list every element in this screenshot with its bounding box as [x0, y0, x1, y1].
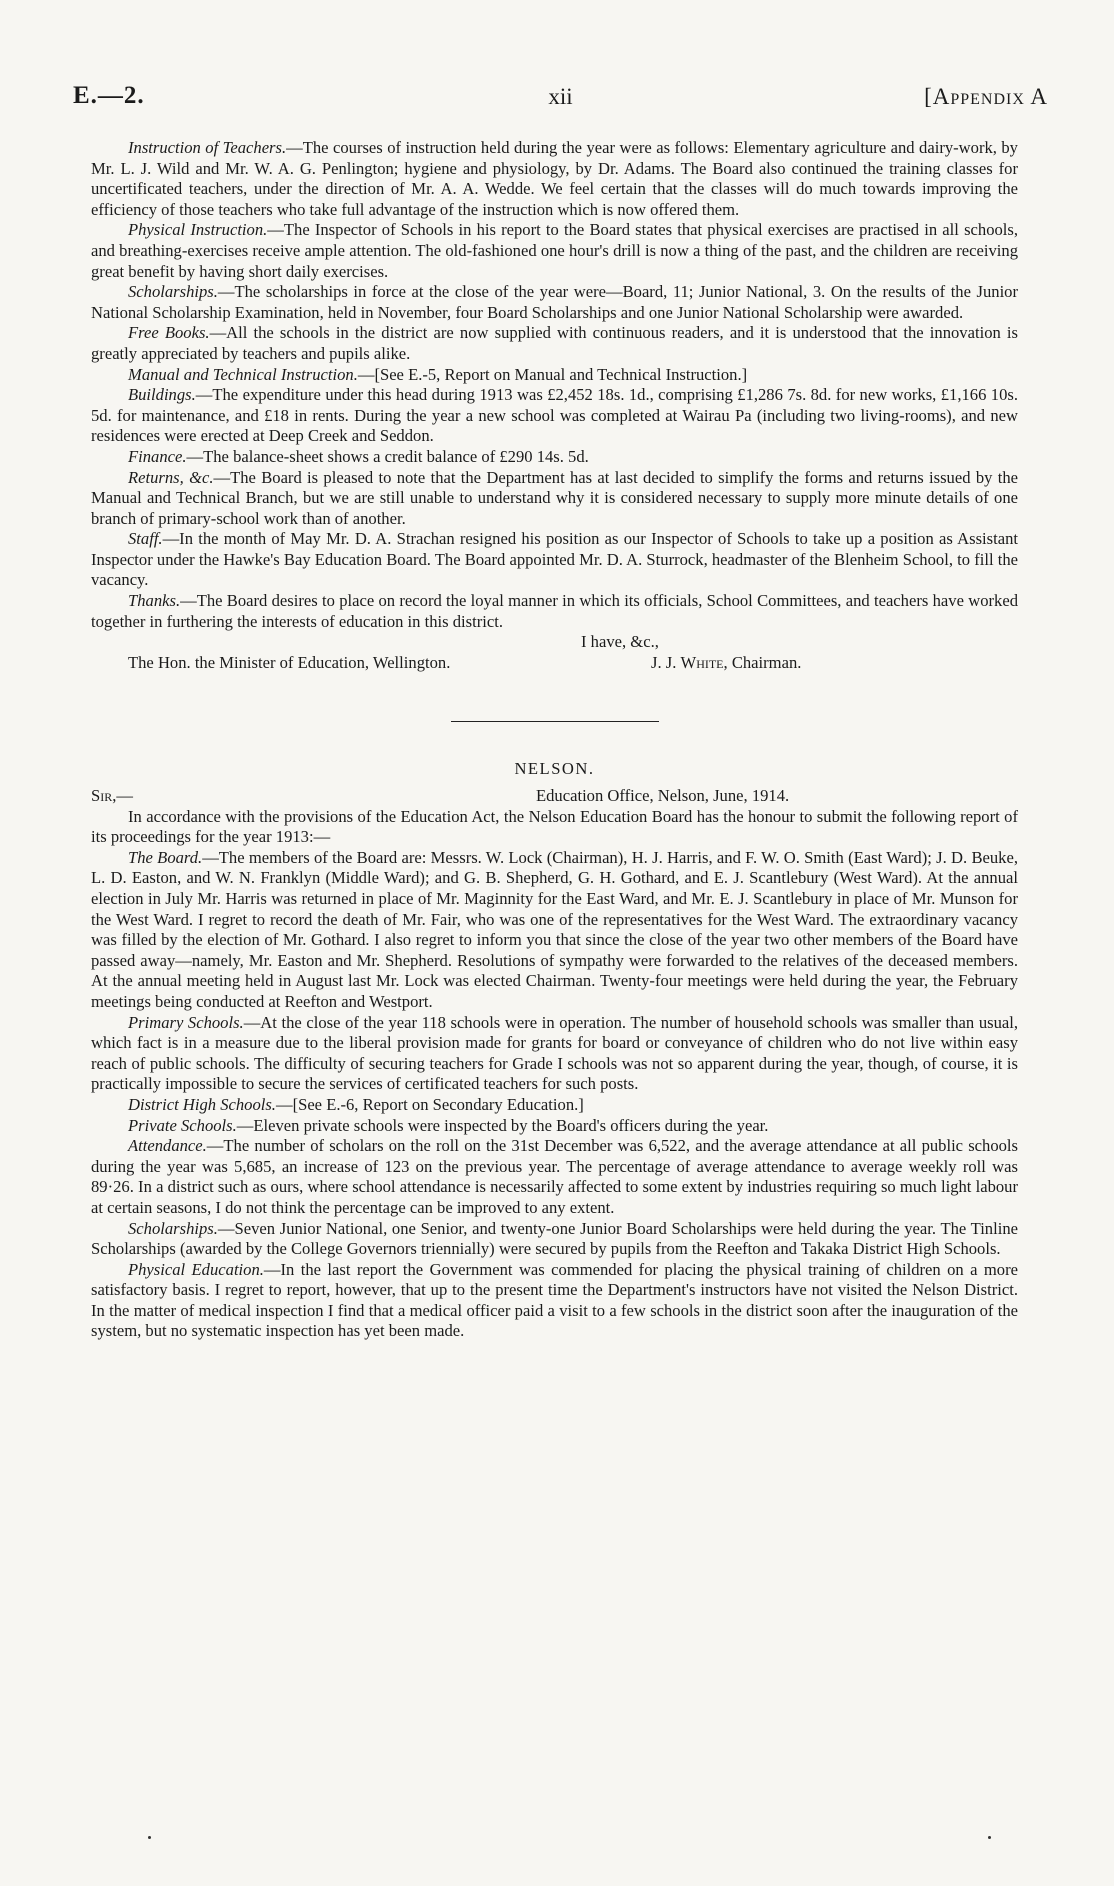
- paragraph-heading: Physical Education.: [128, 1259, 264, 1279]
- paragraph-text: —In the last report the Government was commended for placing the physical training of children on a more satisfactory basis. I regret to report, however, that up to the present time the Department's instructors have not visited the Nelson District. In the matter of medical inspection I find that a medical officer paid a visit to a few schools in the district soon after the inauguration of the system, but no systematic inspection has yet been made.: [91, 1259, 1018, 1341]
- paragraph: [91, 385, 1018, 447]
- paragraph-heading: The Board.: [128, 847, 203, 867]
- paragraph: [91, 1013, 1018, 1095]
- paragraph: [91, 1116, 1018, 1137]
- signature-name: White: [680, 652, 724, 672]
- paragraph-heading: Staff.: [128, 529, 163, 549]
- paragraph: [91, 220, 1018, 282]
- closing-row-1: [91, 632, 1018, 653]
- paragraph-text: —The Board desires to place on record the loyal manner in which its officials, School Committees, and teachers have worked together in furthering the interests of education in this district.: [91, 591, 1018, 631]
- paragraph-text: —Eleven private schools were inspected by the Board's officers during the year.: [236, 1115, 769, 1135]
- paragraph-heading: Returns, &c.: [128, 467, 214, 487]
- salutation: Sir,—: [91, 786, 133, 806]
- paragraph-heading: Scholarships.: [128, 1218, 218, 1238]
- paragraph-text: —All the schools in the district are now supplied with continuous readers, and it is understood that the innovation is greatly appreciated by teachers and pupils alike.: [91, 323, 1018, 363]
- page-header: [73, 82, 1048, 116]
- marlborough-report-section: [91, 138, 1018, 632]
- page-specks: [0, 1836, 1114, 1846]
- paragraph-heading: District High Schools.: [128, 1094, 276, 1114]
- paragraph-heading: Private Schools.: [128, 1115, 237, 1135]
- paragraph-heading: Physical Instruction.: [128, 220, 268, 240]
- paragraph-heading: Finance.: [128, 446, 187, 466]
- paragraph: [91, 1219, 1018, 1260]
- paragraph-text: —The number of scholars on the roll on the 31st December was 6,522, and the average attendance at all public schools during the year was 5,685, an increase of 123 on the previous year. The percentage of average attendance to average weekly roll was 89·26. In a district such as ours, where school attendance is necessarily affected to some extent by industries requiring so much light labour at certain seasons, I do not think the percentage can be improved to any extent.: [91, 1136, 1018, 1217]
- paragraph-text: —The balance-sheet shows a credit balance of £290 14s. 5d.: [186, 446, 589, 466]
- paragraph: [91, 323, 1018, 364]
- speck-mark: [148, 1836, 151, 1839]
- paragraph-text: —The scholarships in force at the close of the year were—Board, 11; Junior National, 3. On the results of the Junior National Scholarship Examination, held in November, four Board Scholarships and one Junior National Scholarship were awarded.: [91, 282, 1018, 322]
- paragraph-heading: Scholarships.: [128, 282, 218, 302]
- signature-initials: J. J.: [651, 652, 677, 672]
- paragraph-heading: Attendance.: [128, 1136, 207, 1156]
- paragraph: [91, 365, 1018, 386]
- paragraph: [91, 848, 1018, 1013]
- header-series-code: E.—2.: [73, 82, 145, 109]
- paragraph-text: —[See E.-5, Report on Manual and Technical Instruction.]: [357, 364, 748, 384]
- paragraph: [91, 1095, 1018, 1116]
- paragraph-text: —[See E.-6, Report on Secondary Education.]: [275, 1094, 584, 1114]
- paragraph: [91, 138, 1018, 220]
- closing-row-2: [91, 653, 1018, 674]
- speck-mark: [988, 1836, 991, 1839]
- nelson-intro-paragraph: In accordance with the provisions of the Education Act, the Nelson Education Board has the honour to submit the following report of its proceedings for the year 1913:—: [91, 806, 1018, 847]
- section-title-nelson: NELSON.: [514, 759, 595, 779]
- document-body: [91, 138, 1018, 1342]
- paragraph: [91, 1260, 1018, 1342]
- paragraph-heading: Buildings.: [128, 385, 196, 405]
- paragraph: [91, 529, 1018, 591]
- paragraph: [91, 282, 1018, 323]
- paragraph-text: —Seven Junior National, one Senior, and twenty-one Junior Board Scholarships were held during the year. The Tinline Scholarships (awarded by the College Governors triennially) were secured by pupils from the Reefton and Takaka District High Schools.: [91, 1218, 1018, 1259]
- closing-formula: I have, &c.,: [581, 632, 659, 652]
- section-divider: [451, 721, 659, 722]
- header-page-number: xii: [548, 84, 573, 109]
- paragraph: [91, 468, 1018, 530]
- closing-signature: [651, 653, 801, 674]
- paragraph-heading: Primary Schools.: [128, 1012, 244, 1032]
- paragraph-heading: Instruction of Teachers.: [128, 138, 287, 157]
- office-dateline: Education Office, Nelson, June, 1914.: [536, 786, 790, 806]
- salutation-row: [91, 786, 1018, 807]
- paragraph: [91, 447, 1018, 468]
- header-appendix: [Appendix A: [924, 84, 1048, 109]
- paragraph: [91, 1136, 1018, 1218]
- paragraph-text: —The members of the Board are: Messrs. W. Lock (Chairman), H. J. Harris, and F. W. O. Smith (East Ward); J. D. Beuke, L. D. Easton, and W. N. Franklyn (Middle Ward); and G. B. Shepherd, G. H. Gothard, and E. J. Scantlebury (West Ward). At the annual election in July Mr. Harris was returned in place of Mr. Maginnity for the East Ward, and Mr. E. J. Scantlebury in place of Mr. Munson for the West Ward. I regret to record the death of Mr. Fair, who was one of the representatives for the West Ward. The extraordinary vacancy was filled by the election of Mr. Gothard. I also regret to inform you that since the close of the year two other members of the Board have passed away—namely, Mr. Easton and Mr. Shepherd. Resolutions of sympathy were forwarded to the relatives of the deceased members. At the annual meeting held in August last Mr. Lock was elected Chairman. Twenty-four meetings were held during the year, the February meetings being conducted at Reefton and Westport.: [91, 847, 1018, 1011]
- paragraph-heading: Manual and Technical Instruction.: [128, 364, 358, 384]
- paragraph: [91, 591, 1018, 632]
- paragraph-heading: Free Books.: [128, 323, 210, 343]
- paragraph-heading: Thanks.: [128, 591, 181, 611]
- paragraph-text: —In the month of May Mr. D. A. Strachan resigned his position as our Inspector of Schools to take up a position as Assistant Inspector under the Hawke's Bay Education Board. The Board appointed Mr. D. A. Sturrock, headmaster of the Blenheim School, to fill the vacancy.: [91, 529, 1018, 590]
- nelson-report-section: [91, 848, 1018, 1342]
- closing-addressee: The Hon. the Minister of Education, Wellington.: [128, 652, 451, 672]
- paragraph-text: —The courses of instruction held during the year were as follows: Elementary agriculture and dairy-work, by Mr. L. J. Wild and Mr. W. A. G. Penlington; hygiene and physiology, by Dr. Adams. The Board also continued the training classes for uncertificated teachers, under the direction of Mr. A. A. Wedde. We feel certain that the classes will do much towards improving the efficiency of those teachers who take full advantage of the instruction which is now offered them.: [91, 138, 1018, 219]
- paragraph-text: —The Inspector of Schools in his report to the Board states that physical exercises are practised in all schools, and breathing-exercises receive ample attention. The old-fashioned one hour's drill is now a thing of the past, and the children are receiving great benefit by having short daily exercises.: [91, 220, 1019, 281]
- signature-title: , Chairman.: [723, 652, 802, 672]
- paragraph-text: —The expenditure under this head during 1913 was £2,452 18s. 1d., comprising £1,286 7s. 8d. for new works, £1,166 10s. 5d. for maintenance, and £18 in rents. During the year a new school was completed at Wairau Pa (including two living-rooms), and new residences were erected at Deep Creek and Seddon.: [91, 385, 1018, 446]
- paragraph-text: —At the close of the year 118 schools were in operation. The number of household schools was smaller than usual, which fact is in a measure due to the liberal provision made for grants for board or conveyance of children who do not live within easy reach of public schools. The difficulty of securing teachers for Grade I schools was not so apparent during the year, though, of course, it is practically impossible to secure the services of certificated teachers for such posts.: [91, 1012, 1018, 1094]
- paragraph-text: —The Board is pleased to note that the Department has at last decided to simplify the forms and returns issued by the Manual and Technical Branch, but we are still unable to understand why it is considered necessary to supply more minute details of one branch of primary-school work than of another.: [91, 467, 1018, 528]
